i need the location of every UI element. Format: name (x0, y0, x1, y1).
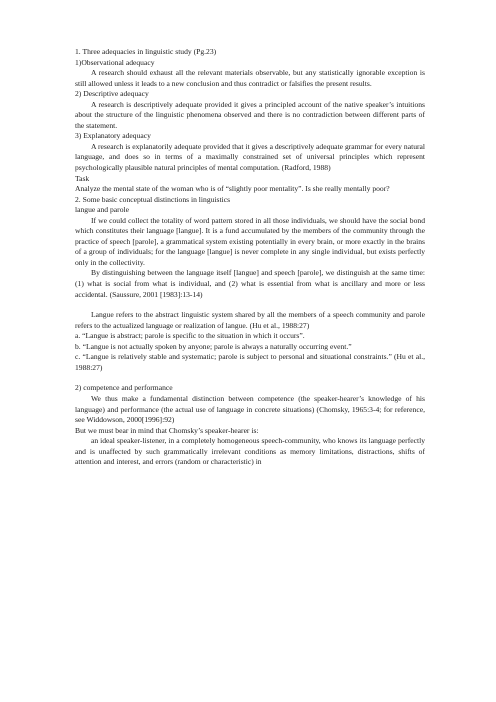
subheading-competence: 2) competence and performance (75, 383, 173, 393)
paragraph-langue-1: If we could collect the totality of word pattern stored in all those individuals, we should have the social bond which constitutes their language [langue]. It is a fund accumulated by the members of the community through the practice of speech [parole], a grammatical system existing potentially in every brain, or more exactly in the brains of a group of individuals; for the language [langue] is never complete in any single individual, but exists perfectly only in the collectivity. (75, 215, 425, 267)
paragraph-descriptive: A research is descriptively adequate provided it gives a principled account of the native speaker’s intuitions about the structure of the linguistic phenomena observed and there is no contradiction between different parts of the statement. (75, 99, 425, 130)
section-title: 1. Three adequacies in linguistic study (Pg.23) (75, 47, 217, 56)
subheading-observational: 1)Observational adequacy (75, 57, 155, 67)
list-item-b: b. “Langue is not actually spoken by anyone; parole is always a naturally occurring event.” (75, 341, 352, 351)
paragraph-explanatory: A research is explanatorily adequate provided that it gives a descriptively adequate grammar for every natural language, and does so in terms of a maximally constrained set of universal principles which represent psychologically plausible natural principles of mental computation. (Radford, 1988) (75, 141, 425, 173)
subheading-descriptive: 2) Descriptive adequacy (75, 89, 149, 99)
section-title-2: 2. Some basic conceptual distinctions in linguistics (75, 194, 231, 204)
paragraph-competence-2: But we must bear in mind that Chomsky’s speaker-hearer is: (75, 425, 259, 435)
spacer (75, 373, 425, 383)
list-item-c: c. “Langue is relatively stable and systematic; parole is subject to personal and situational constraints.” (Hu et al., 1988:27) (75, 352, 425, 372)
task-body: Analyze the mental state of the woman who is of “slightly poor mentality”. Is she really mentally poor? (75, 184, 390, 194)
paragraph-competence-3: an ideal speaker-listener, in a completely homogeneous speech-community, who knows its language perfectly and is unaffected by such grammatically irrelevant conditions as memory limitations, distractions, shifts of attention and interest, and errors (random or characteristic) in (75, 436, 425, 467)
document-body (75, 47, 425, 468)
subheading-langue: langue and parole (75, 205, 129, 215)
task-heading: Task (75, 173, 90, 183)
paragraph-competence-1: We thus make a fundamental distinction between competence (the speaker-hearer’s knowledge of his language) and performance (the actual use of language in concrete situations) (Chomsky, 1965:3-4; for reference, see Widdowson, 2000[1996]:92) (75, 393, 425, 425)
paragraph-langue-3: Langue refers to the abstract linguistic system shared by all the members of a speech community and parole refers to the actualized language or realization of langue. (Hu et al., 1988:27) (75, 310, 425, 330)
spacer (75, 300, 425, 310)
subheading-explanatory: 3) Explanatory adequacy (75, 131, 151, 141)
list-item-a: a. “Langue is abstract; parole is specific to the situation in which it occurs”. (75, 331, 305, 341)
paragraph-observational: A research should exhaust all the relevant materials observable, but any statistically ignorable exception is still allowed unless it leads to a new conclusion and thus contradict or falsifies the present results. (75, 68, 425, 88)
paragraph-langue-2: By distinguishing between the language itself [langue] and speech [parole], we distinguish at the same time: (1) what is social from what is individual, and (2) what is essential from what is ancillary and more or less accidental. (Saussure, 2001 [1983]:13-14) (75, 268, 425, 299)
